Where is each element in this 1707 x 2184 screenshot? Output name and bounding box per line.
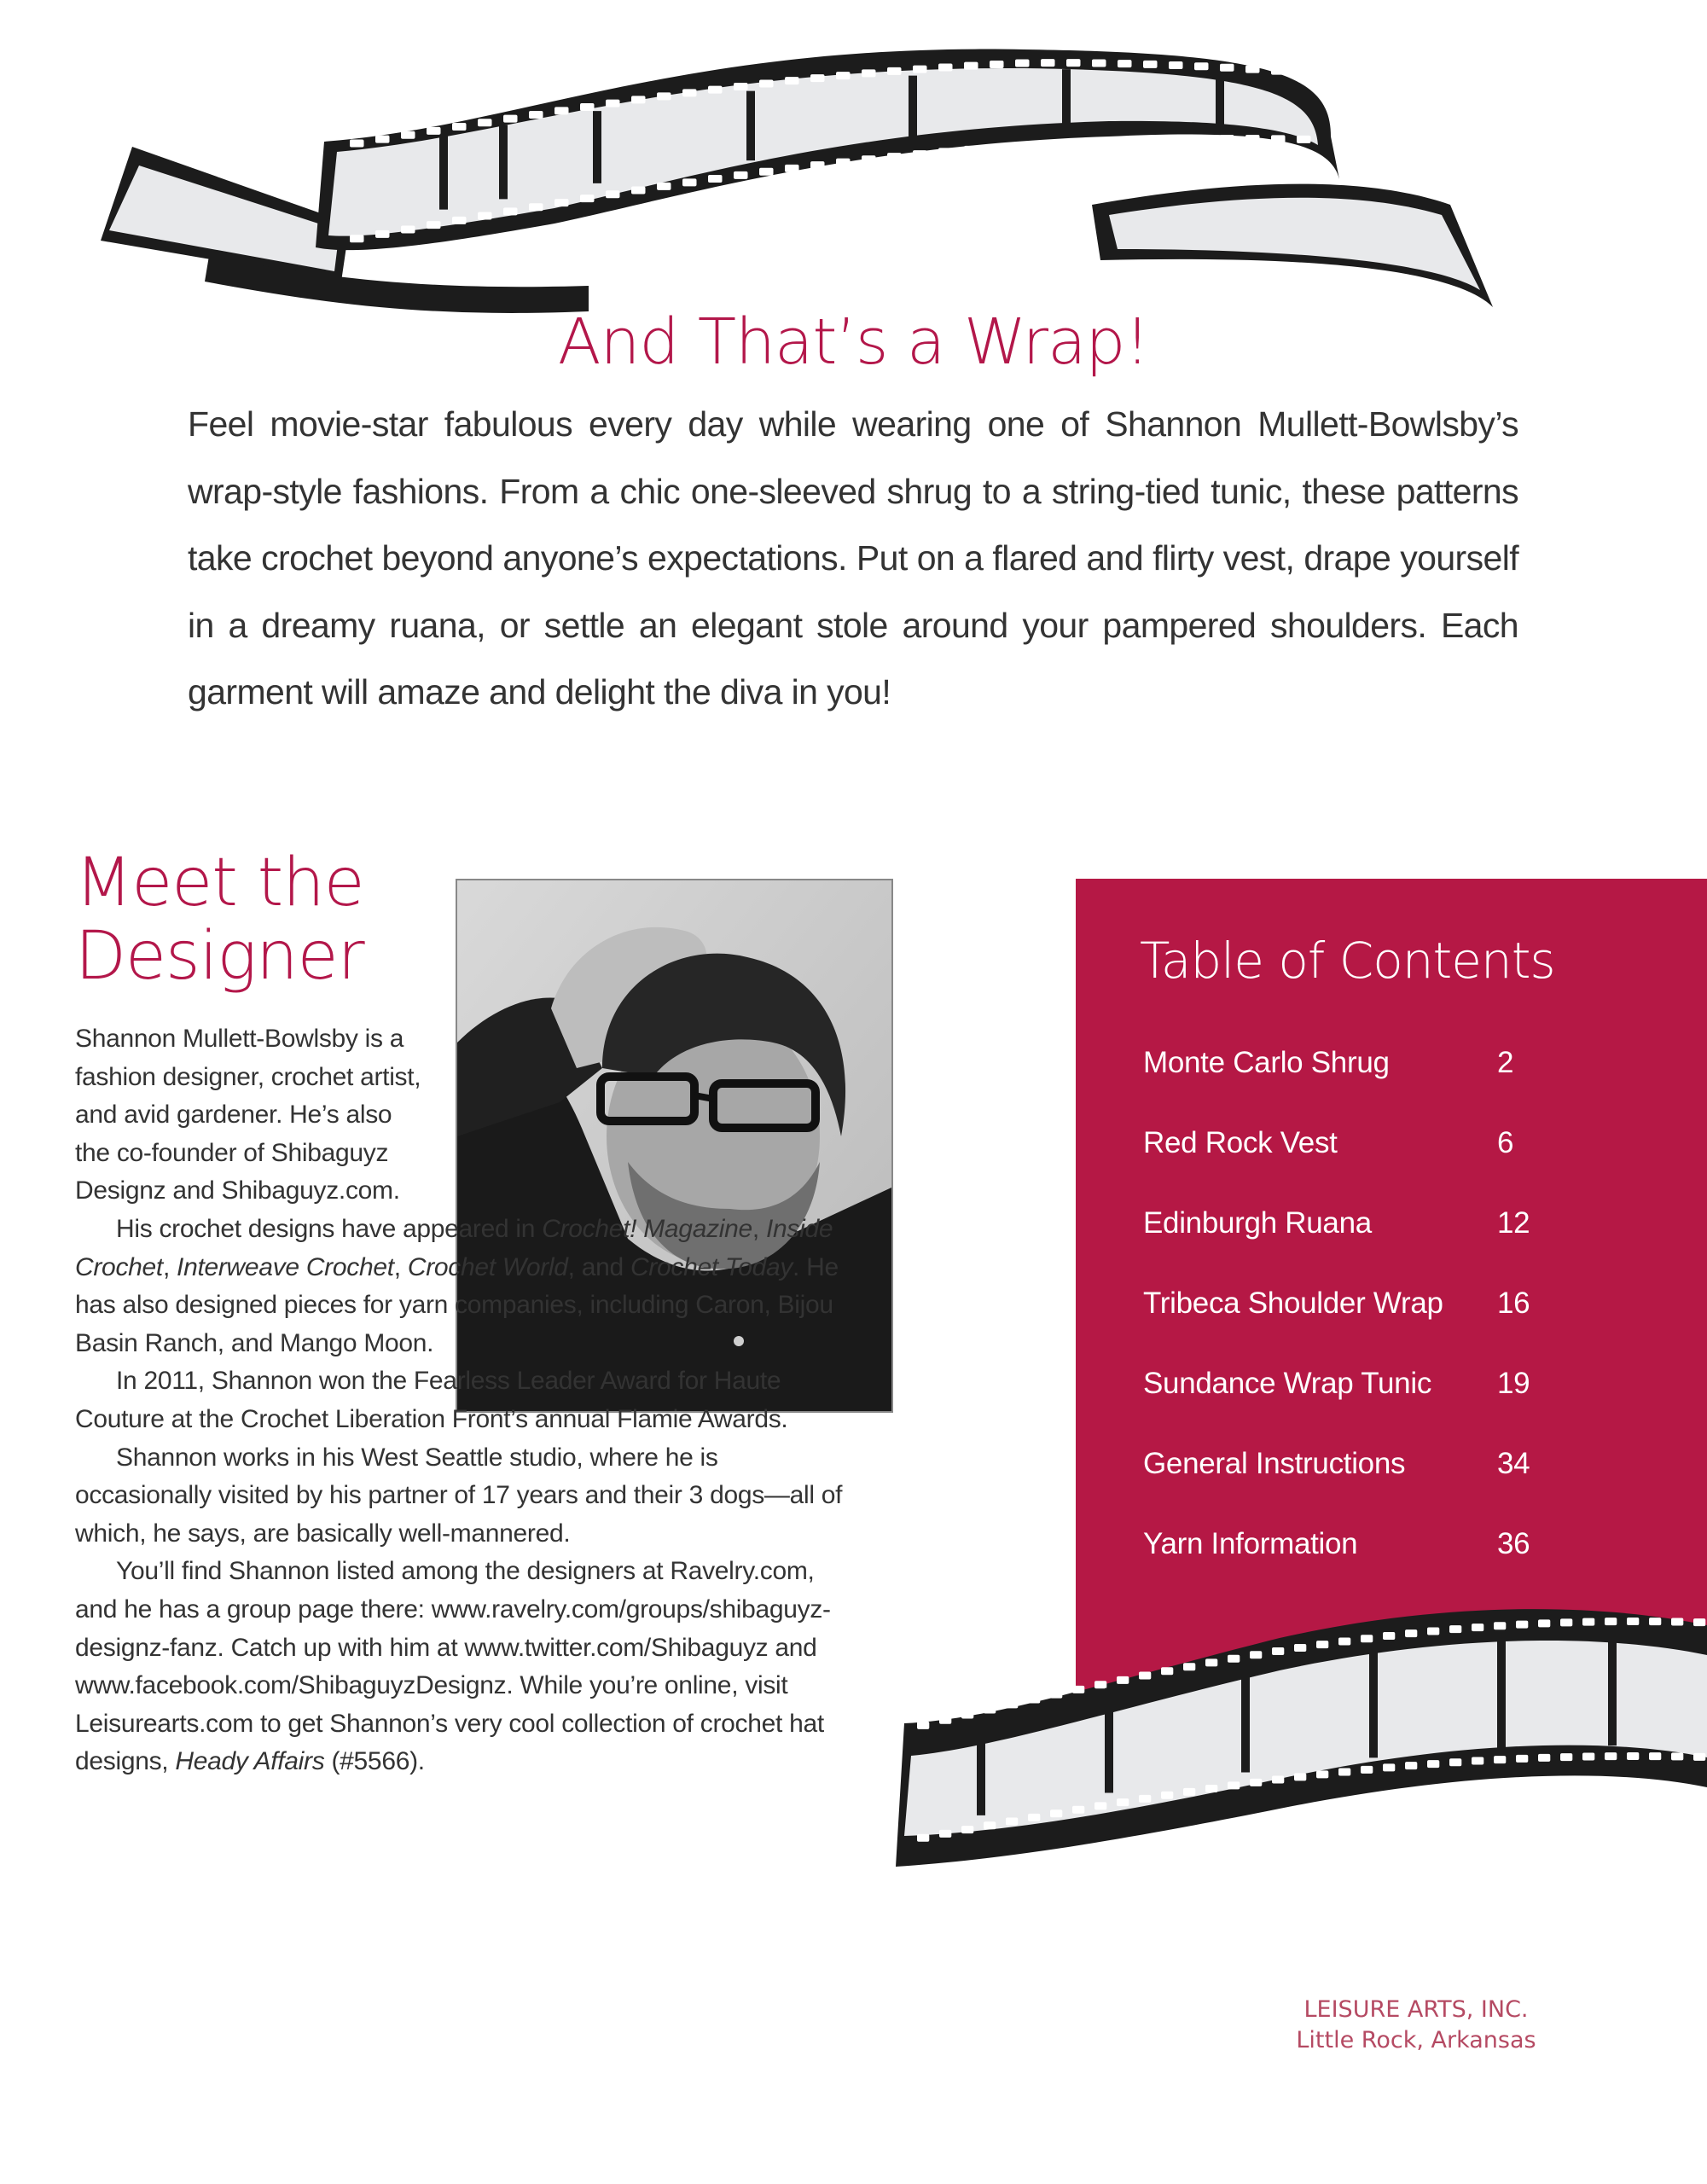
film-perforation — [682, 89, 697, 96]
film-perforation — [1117, 1798, 1129, 1806]
film-perforation — [1006, 1700, 1018, 1708]
film-perforation — [1194, 135, 1209, 142]
film-perforation — [1006, 1818, 1018, 1826]
film-perforation — [1066, 139, 1081, 147]
bio-paragraph-3: In 2011, Shannon won the Fearless Leader Award for Haute Couture at the Crochet Liberation Front’s annual Flamie Awards. — [75, 1367, 788, 1433]
film-perforation — [1143, 136, 1158, 143]
film-perforation — [862, 155, 876, 163]
film-perforation — [810, 74, 825, 82]
film-perforation — [1205, 1785, 1217, 1792]
film-perforation — [1250, 1651, 1262, 1658]
film-perforation — [1118, 136, 1132, 144]
film-perforation — [1139, 1671, 1151, 1679]
film-perforation — [1649, 1752, 1661, 1760]
film-perforation — [427, 221, 441, 229]
bio-text: (#5566). — [324, 1747, 425, 1776]
toc-item-page: 6 — [1497, 1126, 1514, 1159]
film-perforation — [401, 131, 415, 139]
film-perforation — [1316, 1770, 1328, 1778]
film-perforation — [990, 143, 1004, 151]
film-perforation — [1205, 1658, 1217, 1666]
film-perforation — [938, 63, 953, 71]
film-perforation — [1538, 1754, 1550, 1762]
film-perforation — [984, 1821, 996, 1829]
toc-item[interactable] — [1143, 1206, 1655, 1240]
toc-item-page: 12 — [1497, 1206, 1530, 1240]
film-perforation — [631, 96, 646, 103]
toc-item-page: 16 — [1497, 1287, 1530, 1320]
publisher-name: LEISURE ARTS, INC. — [1303, 1996, 1529, 2023]
film-perforation — [990, 61, 1004, 68]
publication-title: Interweave Crochet — [177, 1252, 394, 1281]
film-perforation — [917, 1722, 929, 1729]
film-perforation — [1161, 1792, 1173, 1799]
bio-text: . He has also designed pieces for yarn companies, including Caron, Bijou Basin Ranch, and Mango Moon. — [75, 1252, 839, 1357]
toc-item[interactable] — [1143, 1287, 1655, 1321]
film-perforation — [1169, 136, 1183, 143]
film-perforation — [1560, 1753, 1572, 1761]
publisher-footer — [1245, 1995, 1587, 2056]
film-perforation — [1472, 1757, 1483, 1765]
bio-paragraph-2 — [75, 1211, 843, 1362]
bio-paragraph-1: Shannon Mullett-Bowlsby is a fashion designer, crochet artist, and avid gardener. He’s also the co-founder of Shibaguyz Designz and Shibaguyz.com. — [75, 1025, 421, 1205]
film-perforation — [529, 111, 543, 119]
film-perforation — [1294, 1644, 1306, 1652]
film-perforation — [1271, 135, 1286, 142]
film-perforation — [554, 199, 569, 206]
bio-text: , — [393, 1252, 408, 1281]
publication-title: Heady Affairs — [175, 1747, 325, 1776]
film-perforation — [401, 226, 415, 234]
film-perforation — [1028, 1695, 1040, 1703]
film-perforation — [606, 190, 620, 198]
film-perforation — [1693, 1753, 1705, 1761]
film-perforation — [1605, 1752, 1617, 1760]
film-perforation — [1405, 1629, 1417, 1637]
film-perforation — [580, 103, 595, 111]
film-perforation — [887, 67, 902, 75]
film-perforation — [1183, 1663, 1195, 1670]
film-perforation — [1472, 1623, 1483, 1631]
film-perforation — [862, 69, 876, 77]
film-perforation — [984, 1705, 996, 1713]
film-perforation — [836, 72, 851, 79]
film-perforation — [1449, 1758, 1461, 1766]
toc-item-label: Sundance Wrap Tunic — [1143, 1367, 1432, 1400]
film-perforation — [1228, 1655, 1240, 1663]
film-perforation — [1050, 1809, 1062, 1817]
designer-heading — [75, 846, 364, 993]
film-perforation — [1041, 141, 1055, 148]
film-perforation — [1118, 60, 1132, 67]
designer-bio — [75, 1020, 843, 1781]
film-perforation — [1161, 1667, 1173, 1675]
bio-text: , — [162, 1252, 177, 1281]
film-perforation — [1338, 1638, 1350, 1646]
film-perforation — [1516, 1755, 1528, 1763]
film-perforation — [1169, 61, 1183, 69]
film-perforation — [1271, 67, 1286, 75]
film-perforation — [1627, 1752, 1639, 1760]
toc-item-label: Monte Carlo Shrug — [1143, 1046, 1390, 1079]
film-perforation — [657, 92, 671, 100]
film-perforation — [1361, 1635, 1373, 1642]
film-perforation — [1297, 136, 1311, 143]
film-perforation — [887, 153, 902, 160]
film-perforation — [1693, 1618, 1705, 1626]
film-perforation — [554, 107, 569, 114]
film-perforation — [938, 148, 953, 155]
toc-item-page: 19 — [1497, 1367, 1530, 1400]
toc-item[interactable] — [1143, 1046, 1655, 1080]
bio-text: You’ll find Shannon listed among the designers at Ravelry.com, and he has a group page there: www.ravelry.com/groups/shibaguyz-designz-fanz. Catch up with him at www.twitter.com/Shibaguyz and www.facebook.com/ShibaguyzDesignz. While you’re online, visit Leisurearts.com to get Shannon’s very cool collection of crochet hat designs, — [75, 1557, 831, 1776]
toc-item-page: 2 — [1497, 1046, 1514, 1079]
film-perforation — [1494, 1756, 1506, 1763]
page-title: And That’s a Wrap! — [557, 305, 1150, 379]
film-perforation — [503, 207, 518, 215]
film-perforation — [529, 203, 543, 211]
film-perforation — [1582, 1618, 1594, 1626]
film-perforation — [1494, 1622, 1506, 1629]
film-perforation — [580, 195, 595, 202]
film-perforation — [1538, 1619, 1550, 1627]
film-perforation — [478, 119, 492, 126]
film-perforation — [785, 77, 799, 84]
publication-title: Crochet! Magazine — [542, 1214, 752, 1243]
film-perforation — [939, 1830, 951, 1838]
film-perforation — [1092, 137, 1106, 145]
film-perforation — [606, 100, 620, 107]
film-perforation — [1094, 1802, 1106, 1809]
film-perforation — [1220, 135, 1234, 142]
film-perforation — [1383, 1763, 1395, 1771]
film-perforation — [1297, 69, 1311, 77]
film-perforation — [1194, 62, 1209, 70]
film-perforation — [913, 66, 927, 73]
intro-paragraph: Feel movie-star fabulous every day while wearing one of Shannon Mullett-Bowlsby’s wrap-style fashions. From a chic one-sleeved shrug to a string-tied tunic, these patterns take crochet beyond anyone’s expectations. Put on a flared and flirty vest, drape yourself in a dreamy ruana, or settle an elegant stole around your pampered shoulders. Each garment will amaze and delight the diva in you! — [188, 404, 1518, 712]
toc-item[interactable] — [1143, 1367, 1655, 1401]
film-perforation — [1294, 1773, 1306, 1780]
film-perforation — [1245, 135, 1260, 142]
toc-item-label: Red Rock Vest — [1143, 1126, 1338, 1159]
publication-title: Crochet World — [407, 1252, 568, 1281]
film-perforation — [939, 1716, 951, 1724]
film-perforation — [350, 140, 364, 148]
publication-title: Inside Crochet — [75, 1214, 833, 1281]
toc-item-page: 34 — [1497, 1447, 1530, 1480]
bio-paragraph-5 — [75, 1553, 843, 1781]
publication-title: Crochet Today — [630, 1252, 793, 1281]
film-perforation — [734, 83, 748, 90]
film-perforation — [759, 79, 774, 87]
film-perforation — [810, 161, 825, 169]
film-perforation — [1117, 1676, 1129, 1684]
film-strip-icon — [896, 1604, 1707, 1867]
film-perforation — [708, 175, 723, 183]
film-strip-top-decoration — [0, 0, 1707, 341]
film-perforation — [1338, 1769, 1350, 1776]
film-perforation — [1649, 1618, 1661, 1625]
film-perforation — [1092, 60, 1106, 67]
film-perforation — [1516, 1621, 1528, 1629]
bio-text: , — [752, 1214, 766, 1243]
film-perforation — [1671, 1752, 1683, 1760]
film-perforation — [1405, 1762, 1417, 1769]
film-perforation — [1449, 1625, 1461, 1633]
film-perforation — [503, 115, 518, 123]
film-perforation — [913, 150, 927, 158]
film-perforation — [452, 123, 467, 131]
bio-paragraph-4: Shannon works in his West Seattle studio, where he is occasionally visited by his partner of 17 years and their 3 dogs—all of which, he says, are basically well-mannered. — [75, 1443, 843, 1548]
film-perforation — [1245, 66, 1260, 73]
film-perforation — [1427, 1628, 1439, 1635]
film-strip-icon — [101, 49, 1493, 313]
film-perforation — [708, 86, 723, 94]
film-perforation — [961, 1826, 973, 1833]
film-perforation — [1272, 1776, 1284, 1784]
film-perforation — [836, 159, 851, 166]
film-perforation — [1582, 1752, 1594, 1760]
film-perforation — [1015, 60, 1030, 67]
film-perforation — [1316, 1641, 1328, 1648]
film-perforation — [964, 146, 978, 154]
film-perforation — [478, 212, 492, 220]
designer-heading-line2: Designer — [75, 918, 364, 995]
film-perforation — [631, 187, 646, 195]
film-strip-bottom-decoration — [853, 1604, 1707, 1885]
film-perforation — [1139, 1795, 1151, 1803]
film-perforation — [1220, 64, 1234, 72]
film-perforation — [1560, 1618, 1572, 1626]
film-perforation — [1015, 142, 1030, 149]
film-perforation — [427, 127, 441, 135]
film-perforation — [657, 183, 671, 190]
film-perforation — [452, 217, 467, 224]
film-perforation — [1383, 1632, 1395, 1640]
film-perforation — [1627, 1618, 1639, 1625]
film-perforation — [1605, 1618, 1617, 1625]
toc-item[interactable] — [1143, 1527, 1655, 1561]
film-perforation — [1671, 1618, 1683, 1626]
film-perforation — [1028, 1814, 1040, 1821]
film-perforation — [1272, 1647, 1284, 1655]
film-perforation — [1183, 1788, 1195, 1796]
designer-heading-line1: Meet the — [75, 845, 364, 921]
bio-text: His crochet designs have appeared in — [116, 1214, 543, 1243]
toc-item[interactable] — [1143, 1126, 1655, 1160]
film-perforation — [917, 1834, 929, 1842]
toc-item-label: General Instructions — [1143, 1447, 1406, 1480]
bio-text: , and — [567, 1252, 630, 1281]
film-perforation — [1072, 1806, 1084, 1814]
film-perforation — [785, 165, 799, 172]
film-perforation — [375, 230, 390, 238]
film-perforation — [350, 235, 364, 242]
film-perforation — [1066, 59, 1081, 67]
film-perforation — [1250, 1779, 1262, 1786]
film-perforation — [375, 136, 390, 143]
film-perforation — [1427, 1760, 1439, 1768]
toc-item[interactable] — [1143, 1447, 1655, 1481]
toc-item-label: Tribeca Shoulder Wrap — [1143, 1287, 1443, 1320]
film-perforation — [964, 62, 978, 70]
film-perforation — [961, 1711, 973, 1719]
toc-item-label: Edinburgh Ruana — [1143, 1206, 1372, 1240]
film-perforation — [1361, 1766, 1373, 1774]
film-perforation — [1094, 1681, 1106, 1688]
film-perforation — [1050, 1691, 1062, 1699]
film-perforation — [759, 168, 774, 176]
publisher-location: Little Rock, Arkansas — [1296, 2027, 1536, 2053]
toc-item-page: 36 — [1497, 1527, 1530, 1560]
film-perforation — [1072, 1686, 1084, 1693]
film-perforation — [1041, 59, 1055, 67]
toc-title: Table of Contents — [1140, 932, 1555, 990]
toc-item-label: Yarn Information — [1143, 1527, 1358, 1560]
film-perforation — [1228, 1781, 1240, 1789]
film-perforation — [734, 171, 748, 179]
film-perforation — [1143, 61, 1158, 68]
film-perforation — [682, 178, 697, 186]
